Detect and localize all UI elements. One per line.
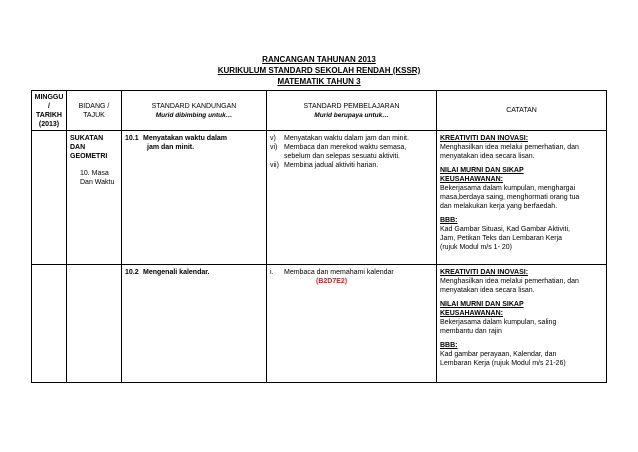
cell-minggu	[32, 131, 67, 265]
cell-standard-pembelajaran	[267, 265, 437, 383]
cell-catatan: KREATIVITI DAN INOVASI: Menghasilkan idea melalui pemerhatian, dan menyatakan idea secara lisan. NILAI MURNI DAN SIKAP KEUSAHAWANAN: Bekerjasama dalam kumpulan, saling membantu dan rajin BBB: Kad gambar perayaan, Kalendar, dan Lembaran Kerja (rujuk Modul m/s 21-26)	[437, 265, 607, 383]
header-row	[32, 91, 607, 131]
cell-minggu	[32, 265, 67, 383]
header-standard-kandungan: STANDARD KANDUNGAN Murid dibimbing untuk…	[122, 91, 267, 131]
table-row	[32, 131, 607, 265]
code-label: (B2D7E2)	[316, 278, 348, 285]
cell-bidang	[67, 265, 122, 383]
list-item: i. Membaca dan memahami kalendar	[270, 269, 394, 276]
cell-catatan: KREATIVITI DAN INOVASI: Menghasilkan idea melalui pemerhatian, dan menyatakan idea secara lisan. NILAI MURNI DAN SIKAP KEUSAHAWANAN: Bekerjasama dalam kumpulan, menghargai masa,berdaya saing, menghormati orang tua dan melakukan kerja yang berfaedah. BBB: Kad Gambar Situasi, Kad Gambar Aktiviti, Jam, Petikan Teks dan Lembaran Kerja (rujuk Modul m/s 1- 20)	[437, 131, 607, 265]
list-item: vii) Membina jadual aktiviti harian.	[270, 162, 379, 169]
cell-standard-kandungan: 10.1 Menyatakan waktu dalam jam dan minit.	[122, 131, 267, 265]
header-catatan: CATATAN	[437, 91, 607, 131]
list-item: vi) Membaca dan merekod waktu semasa, sebelum dan selepas sesuatu aktiviti.	[270, 144, 407, 160]
list-item: v) Menyatakan waktu dalam jam dan minit.	[270, 135, 409, 142]
header-bidang: BIDANG / TAJUK	[67, 91, 122, 131]
doc-title-line1: RANCANGAN TAHUNAN 2013	[262, 55, 376, 64]
header-minggu: MINGGU / TARIKH (2013)	[32, 91, 67, 131]
doc-title-line2: KURIKULUM STANDARD SEKOLAH RENDAH (KSSR)	[217, 66, 421, 75]
table-row	[32, 265, 607, 383]
cell-bidang: SUKATAN DAN GEOMETRI 10. Masa Dan Waktu	[67, 131, 122, 265]
header-standard-pembelajaran: STANDARD PEMBELAJARAN Murid berupaya untuk…	[267, 91, 437, 131]
cell-standard-kandungan: 10.2 Mengenali kalendar.	[122, 265, 267, 383]
yearly-plan-table	[31, 90, 607, 383]
doc-title-line3: MATEMATIK TAHUN 3	[277, 77, 361, 86]
cell-standard-pembelajaran	[267, 131, 437, 265]
